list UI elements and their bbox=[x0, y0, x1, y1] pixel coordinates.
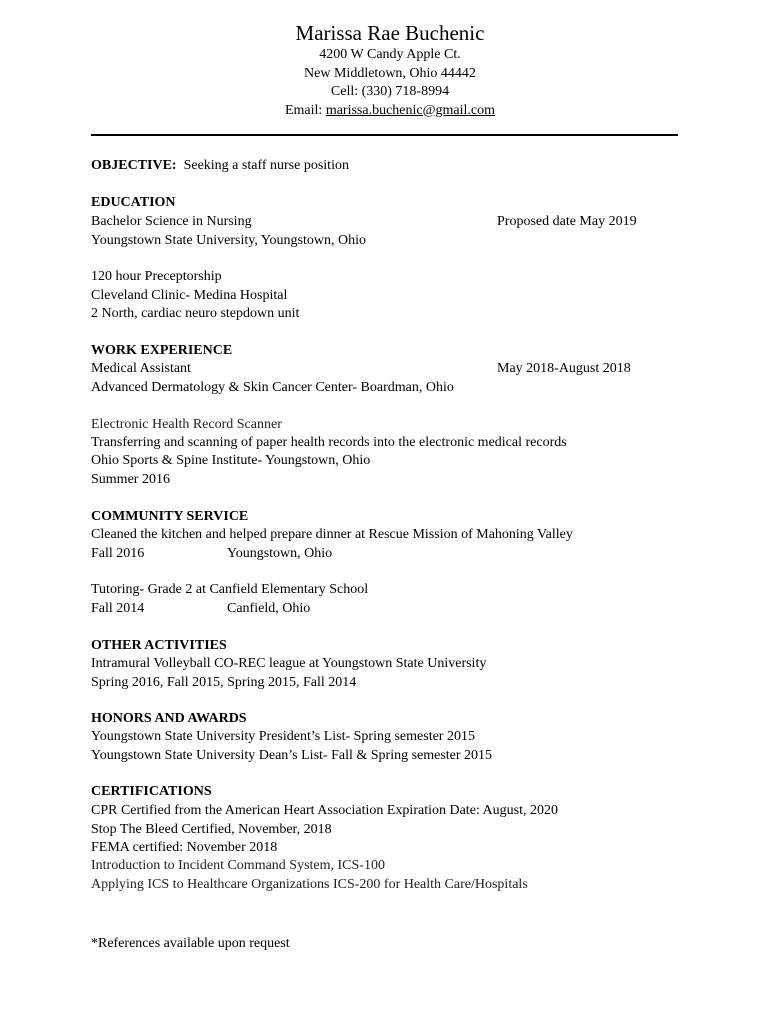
header-divider bbox=[91, 134, 678, 136]
job2-title: Electronic Health Record Scanner bbox=[91, 417, 282, 432]
education-date: Proposed date May 2019 bbox=[497, 214, 637, 229]
email-link[interactable]: marissa.buchenic@gmail.com bbox=[325, 102, 495, 118]
objective-text: Seeking a staff nurse position bbox=[183, 158, 349, 173]
community-heading: COMMUNITY SERVICE bbox=[91, 509, 249, 524]
cell-phone: Cell: (330) 718-8994 bbox=[330, 84, 450, 99]
references-note: *References available upon request bbox=[91, 936, 290, 951]
certification-item: Applying ICS to Healthcare Organizations ICS-200 for Health Care/Hospitals bbox=[91, 877, 528, 892]
certification-item: FEMA certified: November 2018 bbox=[91, 840, 278, 855]
honors-heading: HONORS AND AWARDS bbox=[91, 711, 247, 726]
community-item-2-date: Fall 2014 bbox=[91, 601, 145, 616]
community-item-2-place: Canfield, Ohio bbox=[227, 601, 311, 616]
address-line-2: New Middletown, Ohio 44442 bbox=[304, 65, 476, 81]
education-school: Youngstown State University, Youngstown, Ohio bbox=[91, 233, 366, 248]
community-item-1-date: Fall 2016 bbox=[91, 546, 145, 561]
certification-item: Stop The Bleed Certified, November, 2018 bbox=[91, 822, 332, 837]
job1-place: Advanced Dermatology & Skin Cancer Center- Boardman, Ohio bbox=[91, 380, 454, 395]
activities-heading: OTHER ACTIVITIES bbox=[91, 638, 227, 653]
certification-item: CPR Certified from the American Heart Association Expiration Date: August, 2020 bbox=[91, 803, 558, 818]
community-item-1-place: Youngstown, Ohio bbox=[227, 546, 333, 561]
honors-item-2: Youngstown State University Dean’s List- Fall & Spring semester 2015 bbox=[91, 748, 493, 763]
job2-place: Ohio Sports & Spine Institute- Youngstown, Ohio bbox=[91, 453, 371, 468]
preceptorship-site: Cleveland Clinic- Medina Hospital bbox=[91, 288, 288, 303]
certification-item: Introduction to Incident Command System, ICS-100 bbox=[91, 858, 385, 873]
resume-header bbox=[0, 20, 768, 120]
candidate-name: Marissa Rae Buchenic bbox=[295, 21, 485, 45]
activities-item-1-dates: Spring 2016, Fall 2015, Spring 2015, Fall 2014 bbox=[91, 675, 357, 690]
objective-heading: OBJECTIVE: bbox=[91, 158, 177, 173]
certifications-heading: CERTIFICATIONS bbox=[91, 784, 212, 799]
activities-item-1: Intramural Volleyball CO-REC league at Youngstown State University bbox=[91, 656, 487, 671]
objective-line bbox=[91, 157, 349, 175]
education-degree: Bachelor Science in Nursing bbox=[91, 214, 252, 229]
education-heading: EDUCATION bbox=[91, 195, 176, 210]
preceptorship-unit: 2 North, cardiac neuro stepdown unit bbox=[91, 306, 300, 321]
community-item-2: Tutoring- Grade 2 at Canfield Elementary School bbox=[91, 582, 369, 597]
job2-date: Summer 2016 bbox=[91, 472, 170, 487]
job1-title: Medical Assistant bbox=[91, 361, 191, 376]
job2-description: Transferring and scanning of paper health records into the electronic medical records bbox=[91, 435, 567, 450]
preceptorship-hours: 120 hour Preceptorship bbox=[91, 269, 222, 284]
community-item-1: Cleaned the kitchen and helped prepare dinner at Rescue Mission of Mahoning Valley bbox=[91, 527, 573, 542]
address-line-1: 4200 W Candy Apple Ct. bbox=[319, 47, 461, 62]
email-line bbox=[0, 102, 768, 121]
work-heading: WORK EXPERIENCE bbox=[91, 343, 233, 358]
email-label: Email: bbox=[284, 102, 326, 118]
job1-date: May 2018-August 2018 bbox=[497, 361, 631, 376]
honors-item-1: Youngstown State University President’s List- Spring semester 2015 bbox=[91, 729, 475, 744]
